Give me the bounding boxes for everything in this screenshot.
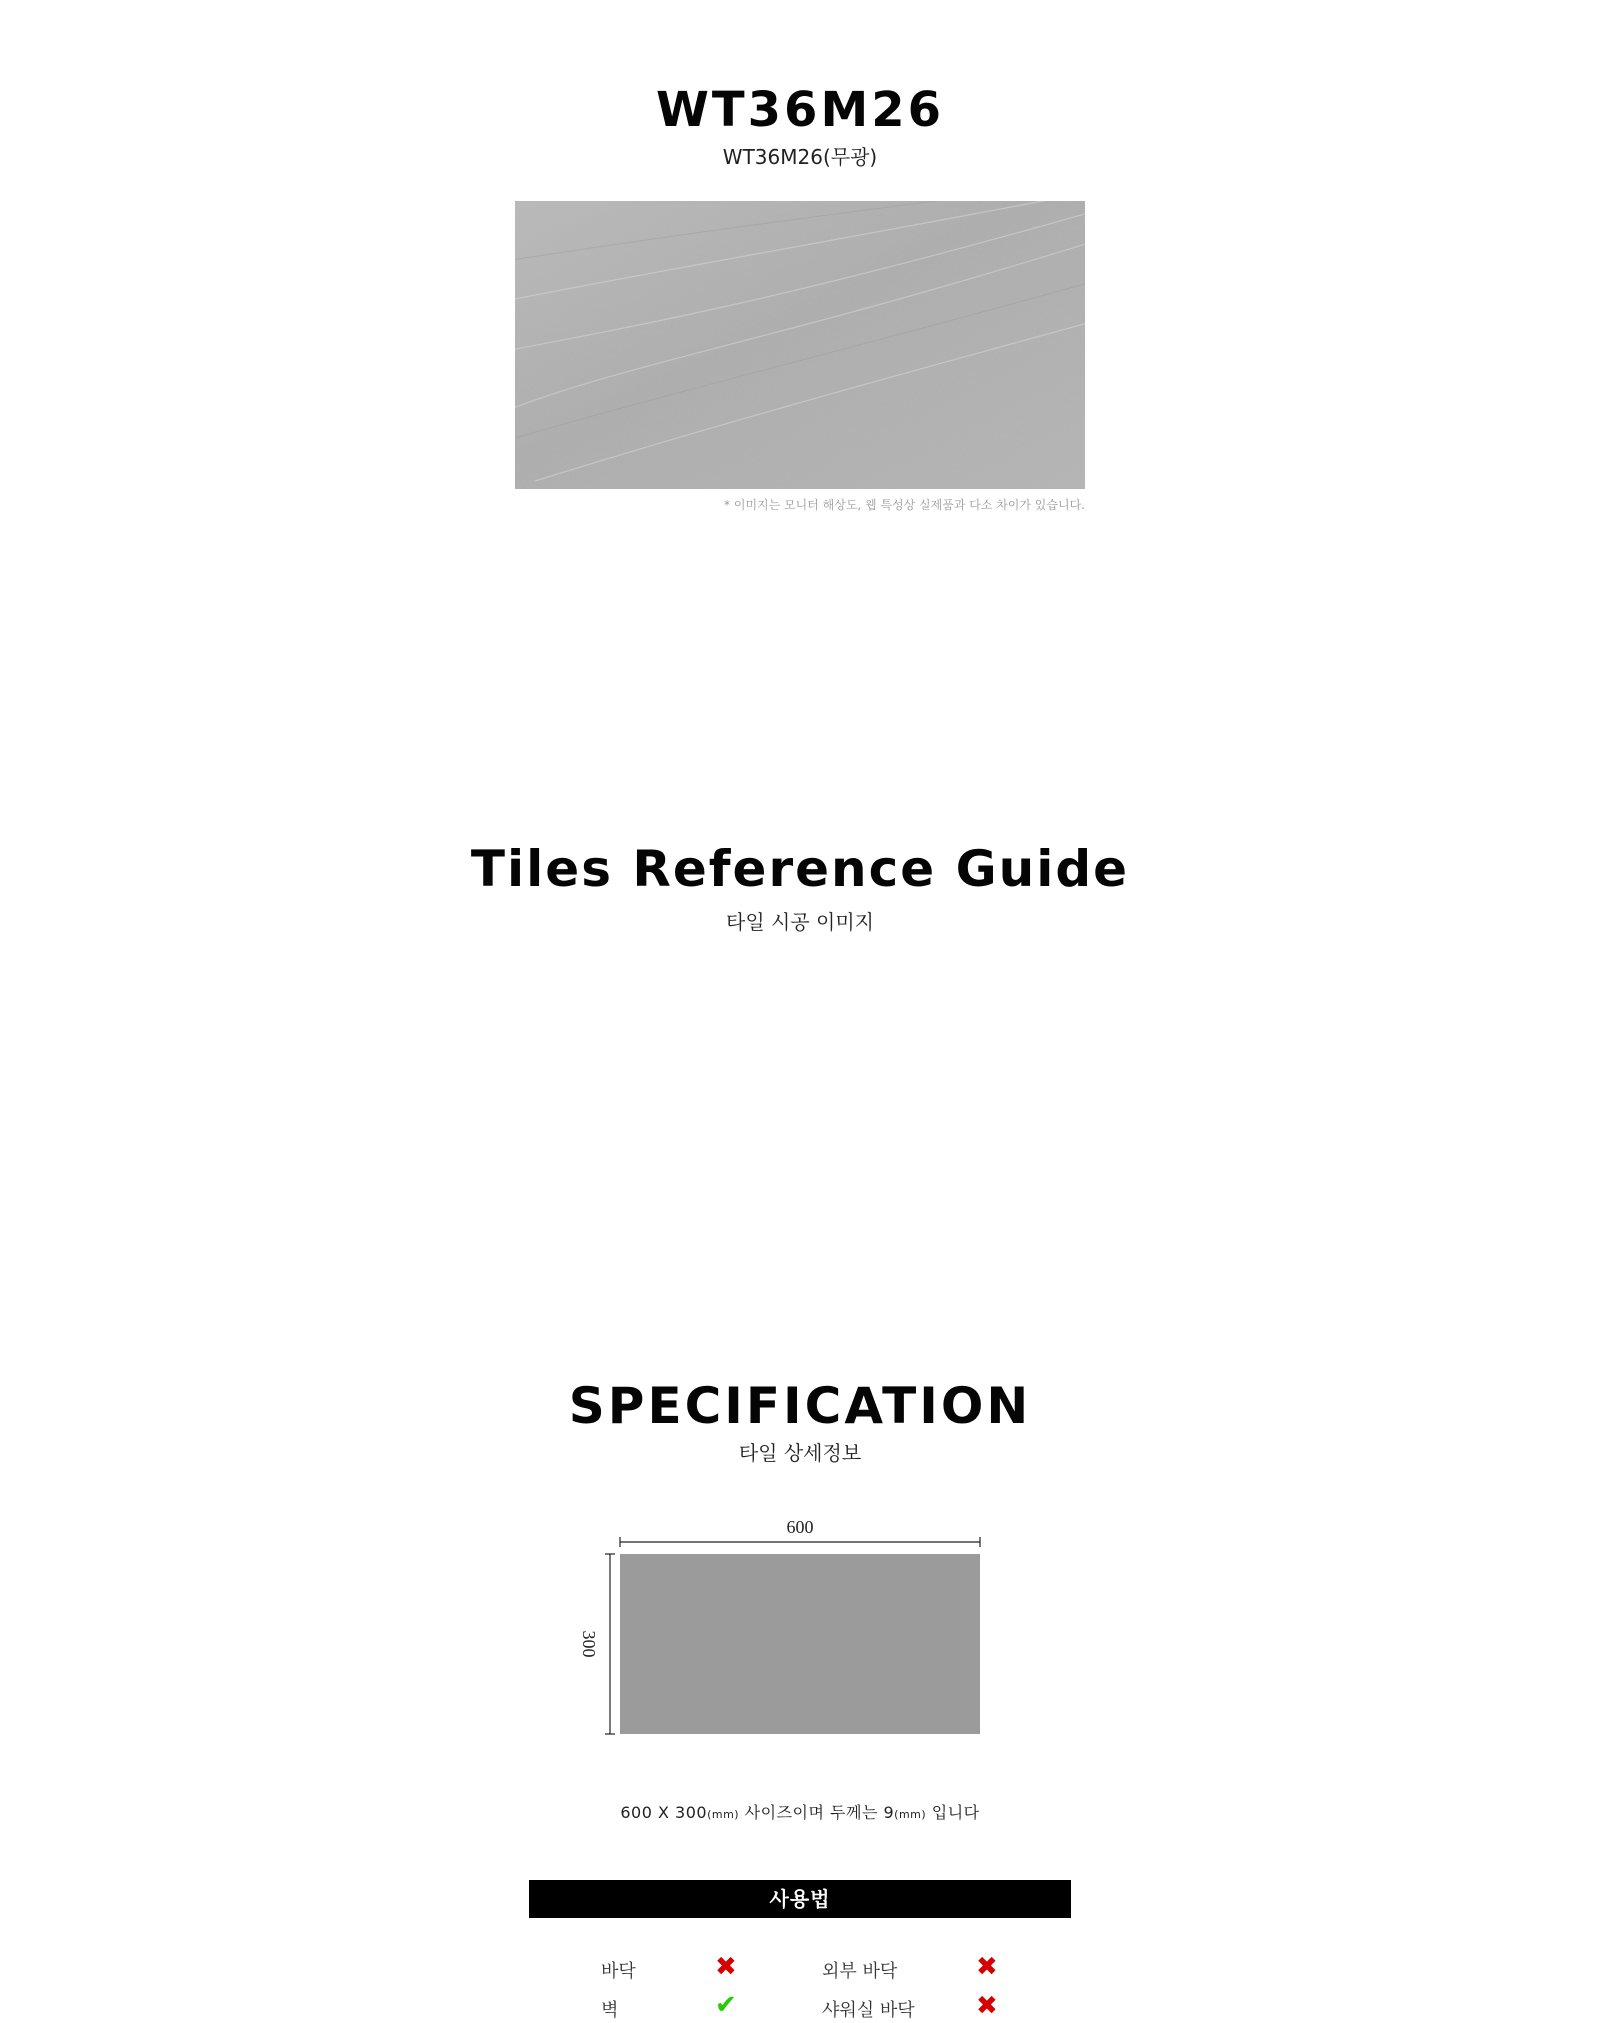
specification-subtitle: 타일 상세정보 <box>738 1441 862 1465</box>
size-unit: (mm) <box>707 1808 740 1821</box>
size-description <box>0 1800 1600 1823</box>
tile-dimension-diagram <box>570 1500 1030 1750</box>
specification-title: SPECIFICATION <box>568 1377 1032 1435</box>
size-description-end: 입니다 <box>926 1803 980 1822</box>
usage-shower-floor-cross-icon: ✖ <box>976 1991 998 2021</box>
usage-header: 사용법 <box>529 1880 1071 1918</box>
size-value: 600 X 300 <box>620 1803 708 1822</box>
reference-subtitle: 타일 시공 이미지 <box>726 910 874 934</box>
height-dimension-line <box>605 1554 615 1734</box>
usage-label-outdoor-floor: 외부 바닥 <box>822 1961 898 1982</box>
product-subtitle: WT36M26(무광) <box>722 145 878 169</box>
height-label: 300 <box>578 1630 599 1658</box>
usage-wall-check-icon: ✔ <box>715 1990 737 2020</box>
image-disclaimer: * 이미지는 모니터 해상도, 웹 특성상 실제품과 다소 차이가 있습니다. <box>724 498 1085 512</box>
usage-label-floor: 바닥 <box>601 1961 636 1982</box>
tile-shape <box>620 1554 980 1734</box>
width-label: 600 <box>786 1517 814 1537</box>
thickness-unit: (mm) <box>894 1808 927 1821</box>
width-dimension-line <box>620 1537 980 1547</box>
usage-floor-cross-icon: ✖ <box>715 1952 737 1982</box>
usage-outdoor-floor-cross-icon: ✖ <box>976 1952 998 1982</box>
thickness-text: 사이즈이며 두께는 9 <box>739 1803 895 1822</box>
usage-label-shower-floor: 샤워실 바닥 <box>822 2000 915 2021</box>
tile-texture-image <box>515 201 1085 489</box>
product-title: WT36M26 <box>655 82 945 138</box>
reference-title: Tiles Reference Guide <box>470 840 1130 898</box>
usage-label-wall: 벽 <box>601 2000 619 2021</box>
